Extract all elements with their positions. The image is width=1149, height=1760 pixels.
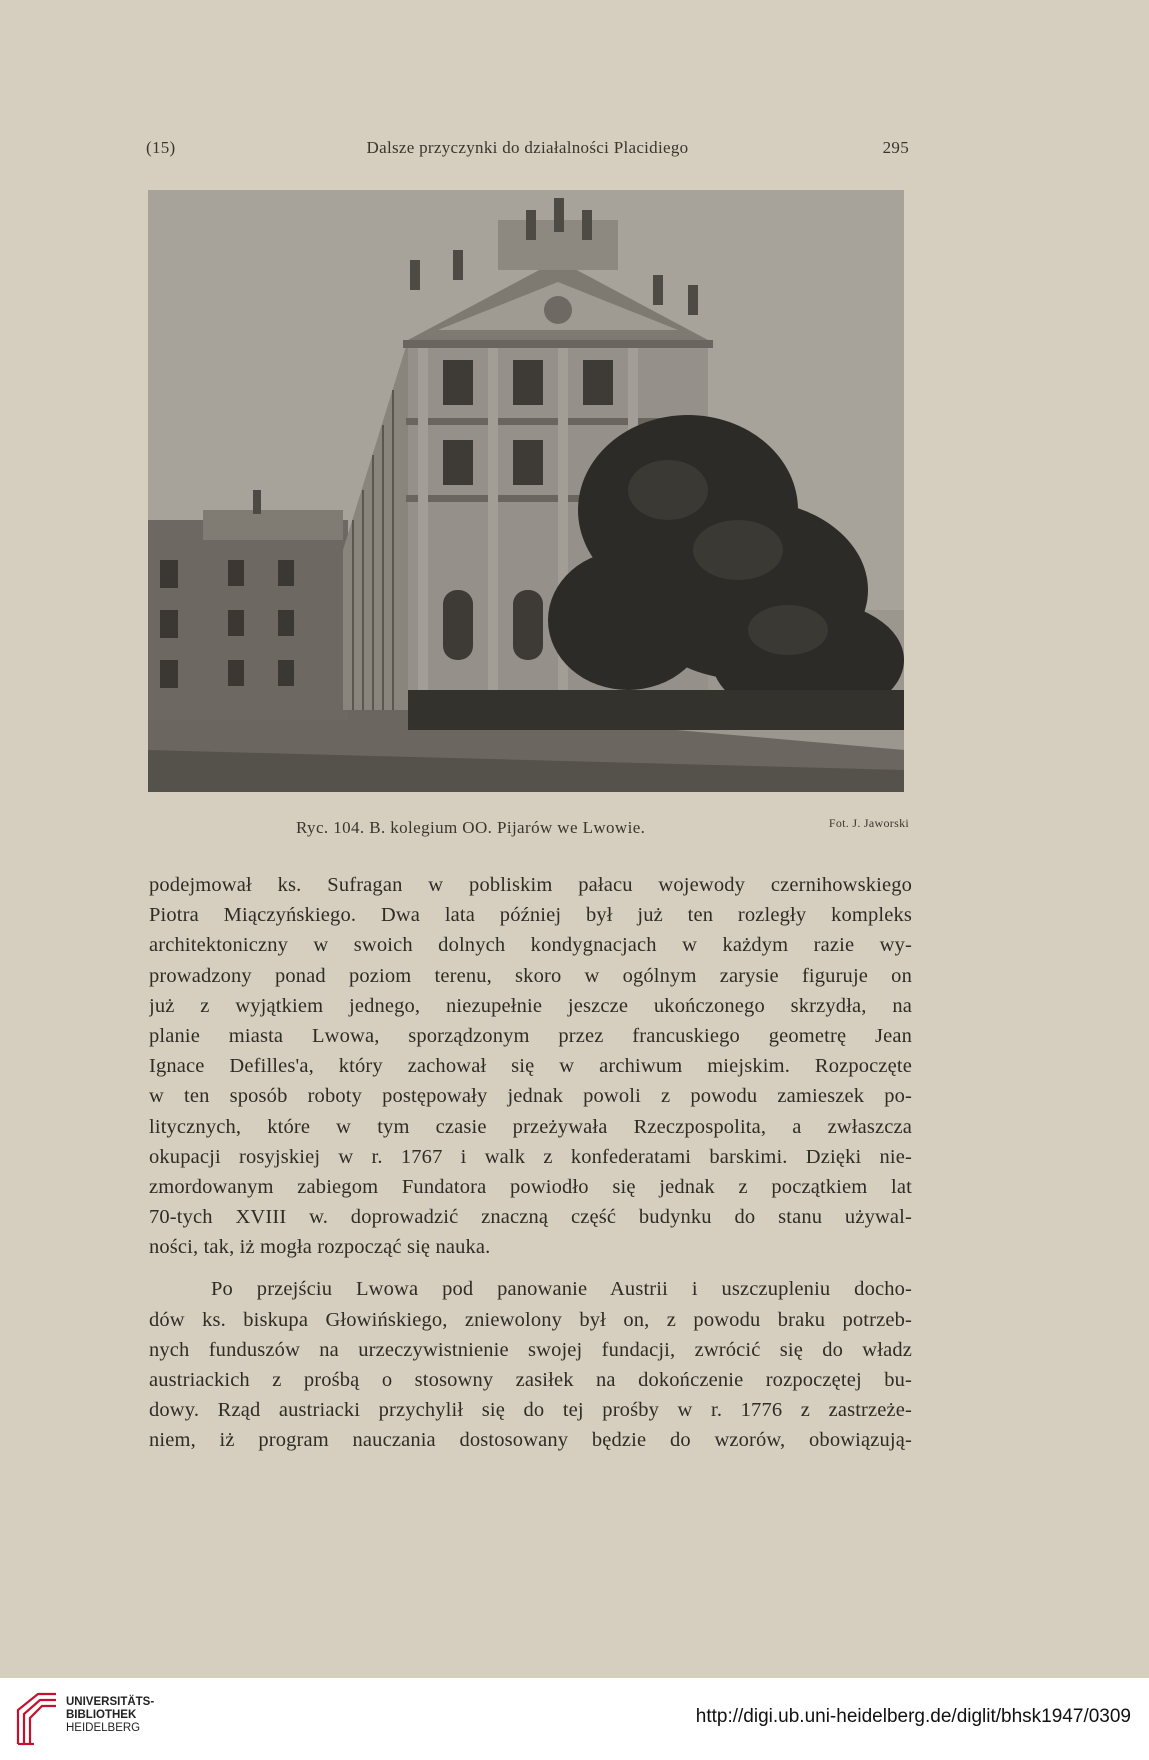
text-line: zmordowanym zabiegom Fundatora powiodło się jednak z początkiem lat <box>149 1175 912 1198</box>
running-header <box>146 138 909 162</box>
running-title: Dalsze przyczynki do działalności Placidiego <box>366 138 689 157</box>
text-line: już z wyjątkiem jednego, niezupełnie jeszcze ukończonego skrzydła, na <box>149 994 912 1017</box>
library-name-line: BIBLIOTHEK <box>66 1709 137 1721</box>
library-name <box>66 1696 154 1735</box>
text-line: podejmował ks. Sufragan w pobliskim pałacu wojewody czernihowskiego <box>149 874 912 896</box>
figure-caption <box>146 816 909 840</box>
digitization-footer <box>0 1678 1149 1760</box>
text-line: planie miasta Lwowa, sporządzonym przez francuskiego geometrę Jean <box>149 1024 912 1047</box>
library-name-line: UNIVERSITÄTS- <box>66 1696 155 1708</box>
page-marker: (15) <box>146 138 176 157</box>
source-url-link[interactable]: http://digi.ub.uni-heidelberg.de/diglit/bhsk1947/0309 <box>695 1706 1131 1727</box>
text-line: ności, tak, iż mogła rozpocząć się nauka. <box>149 1236 491 1259</box>
text-line: Piotra Miączyńskiego. Dwa lata później był już ten rozległy kompleks <box>149 904 912 927</box>
body-text <box>149 870 912 1456</box>
text-line: okupacji rosyjskiej w r. 1767 i walk z konfederatami barskimi. Dzięki nie- <box>149 1145 912 1168</box>
library-name-line: HEIDELBERG <box>66 1722 141 1734</box>
building-photograph <box>148 190 904 792</box>
text-line: w ten sposób roboty postępowały jednak powoli z powodu zamieszek po- <box>149 1085 912 1108</box>
text-line: dowy. Rząd austriacki przychylił się do tej prośby w r. 1776 z zastrzeże- <box>149 1399 912 1422</box>
text-line: austriackich z prośbą o stosowny zasiłek na dokończenie rozpoczętej bu- <box>149 1369 912 1391</box>
figure-caption-text: Ryc. 104. B. kolegium OO. Pijarów we Lwowie. <box>296 818 646 837</box>
ub-heidelberg-logo-icon[interactable] <box>14 1690 60 1748</box>
text-line: prowadzony ponad poziom terenu, skoro w ogólnym zarysie figuruje on <box>149 964 912 987</box>
text-line: Po przejściu Lwowa pod panowanie Austrii i uszczupleniu docho- <box>211 1278 912 1301</box>
text-line: niem, iż program nauczania dostosowany będzie do wzorów, obowiązują- <box>149 1429 912 1452</box>
text-line: litycznych, które w tym czasie przeżywała Rzeczpospolita, a zwłaszcza <box>149 1115 912 1138</box>
text-line: architektoniczny w swoich dolnych kondygnacjach w każdym razie wy- <box>149 934 912 957</box>
text-line: Ignace Defilles'a, który zachował się w archiwum miejskim. Rozpoczęte <box>149 1055 912 1078</box>
page-number: 295 <box>882 138 909 157</box>
text-line: 70-tych XVIII w. doprowadzić znaczną część budynku do stanu używal- <box>149 1206 912 1229</box>
text-line: nych funduszów na urzeczywistnienie swojej fundacji, zwrócić się do władz <box>149 1338 912 1361</box>
text-line: dów ks. biskupa Głowińskiego, zniewolony był on, z powodu braku potrzeb- <box>149 1308 912 1331</box>
photo-credit: Fot. J. Jaworski <box>828 816 909 830</box>
